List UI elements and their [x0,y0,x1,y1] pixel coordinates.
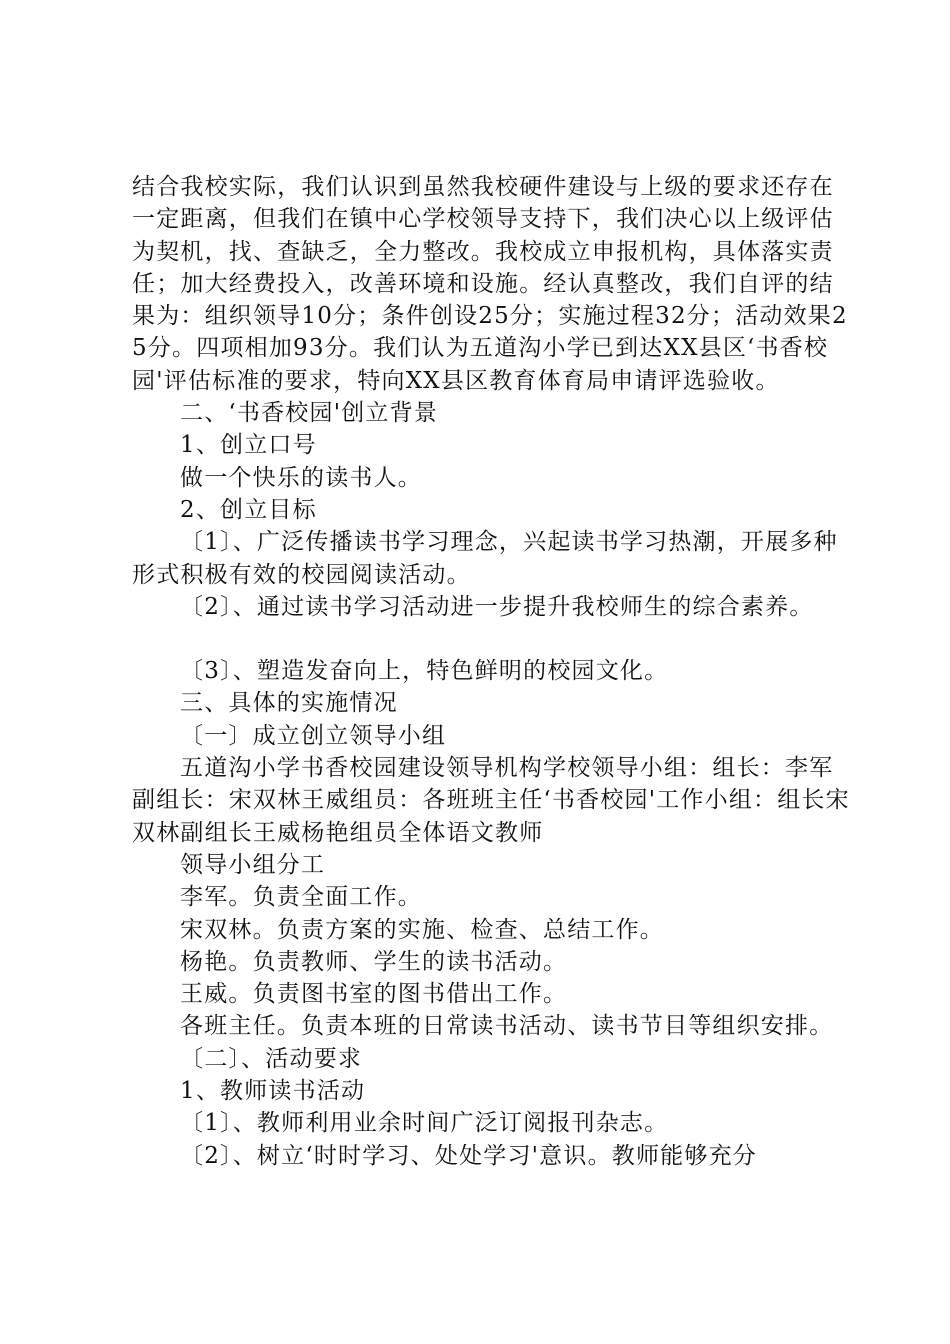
subheading-activity-requirements: 〔二〕、活动要求 [180,1045,363,1072]
paragraph-leadership-members: 五道沟小学书香校园建设领导机构学校领导小组：组长：李军副组长：宋双林王威组员：各班班主任‘书香校园'工作小组：组长宋双林副组长王威杨艳组员全体语文教师 [132,755,850,846]
subheading-teacher-reading: 1、教师读书活动 [180,1078,366,1105]
duty-item-wang-wei: 王威。负责图书室的图书借出工作。 [180,981,568,1008]
subheading-goals: 2、创立目标 [180,496,317,523]
subheading-leadership-group: 〔一〕成立创立领导小组 [180,722,447,749]
teacher-reading-item-2: 〔2〕、树立‘时时学习、处处学习'意识。教师能够充分 [180,1142,757,1169]
duty-item-li-jun: 李军。负责全面工作。 [180,884,422,911]
section-heading-implementation: 三、具体的实施情况 [180,690,398,717]
paragraph-self-evaluation: 结合我校实际，我们认识到虽然我校硬件建设与上级的要求还存在一定距离，但我们在镇中心学校领导支持下，我们决心以上级评估为契机，找、查缺乏，全力整改。我校成立申报机构，具体落实责任；加大经费投入，改善环境和设施。经认真整改，我们自评的结果为：组织领导10分；条件创设25分；实施过程32分；活动效果25分。四项相加93分。我们认为五道沟小学已到达XX县区‘书香校园'评估标准的要求，特向XX县区教育体育局申请评选验收。 [132,174,848,394]
duty-item-yang-yan: 杨艳。负责教师、学生的读书活动。 [180,948,568,975]
goal-item-2: 〔2〕、通过读书学习活动进一步提升我校师生的综合素养。 [180,593,814,620]
goal-item-1: 〔1〕、广泛传播读书学习理念，兴起读书学习热潮，开展多种形式积极有效的校园阅读活动。 [132,529,838,588]
subheading-division-of-work: 领导小组分工 [180,851,326,878]
paragraph-slogan: 做一个快乐的读书人。 [180,464,422,491]
goal-item-3: 〔3〕、塑造发奋向上，特色鲜明的校园文化。 [180,658,669,685]
duty-item-class-teachers: 各班主任。负责本班的日常读书活动、读书节目等组织安排。 [180,1013,834,1040]
subheading-slogan: 1、创立口号 [180,432,317,459]
document-body [132,171,852,1172]
teacher-reading-item-1: 〔1〕、教师利用业余时间广泛订阅报刊杂志。 [180,1110,669,1137]
duty-item-song-shuanglin: 宋双林。负责方案的实施、检查、总结工作。 [180,916,664,943]
section-heading-background: 二、‘书香校园'创立背景 [180,400,439,427]
